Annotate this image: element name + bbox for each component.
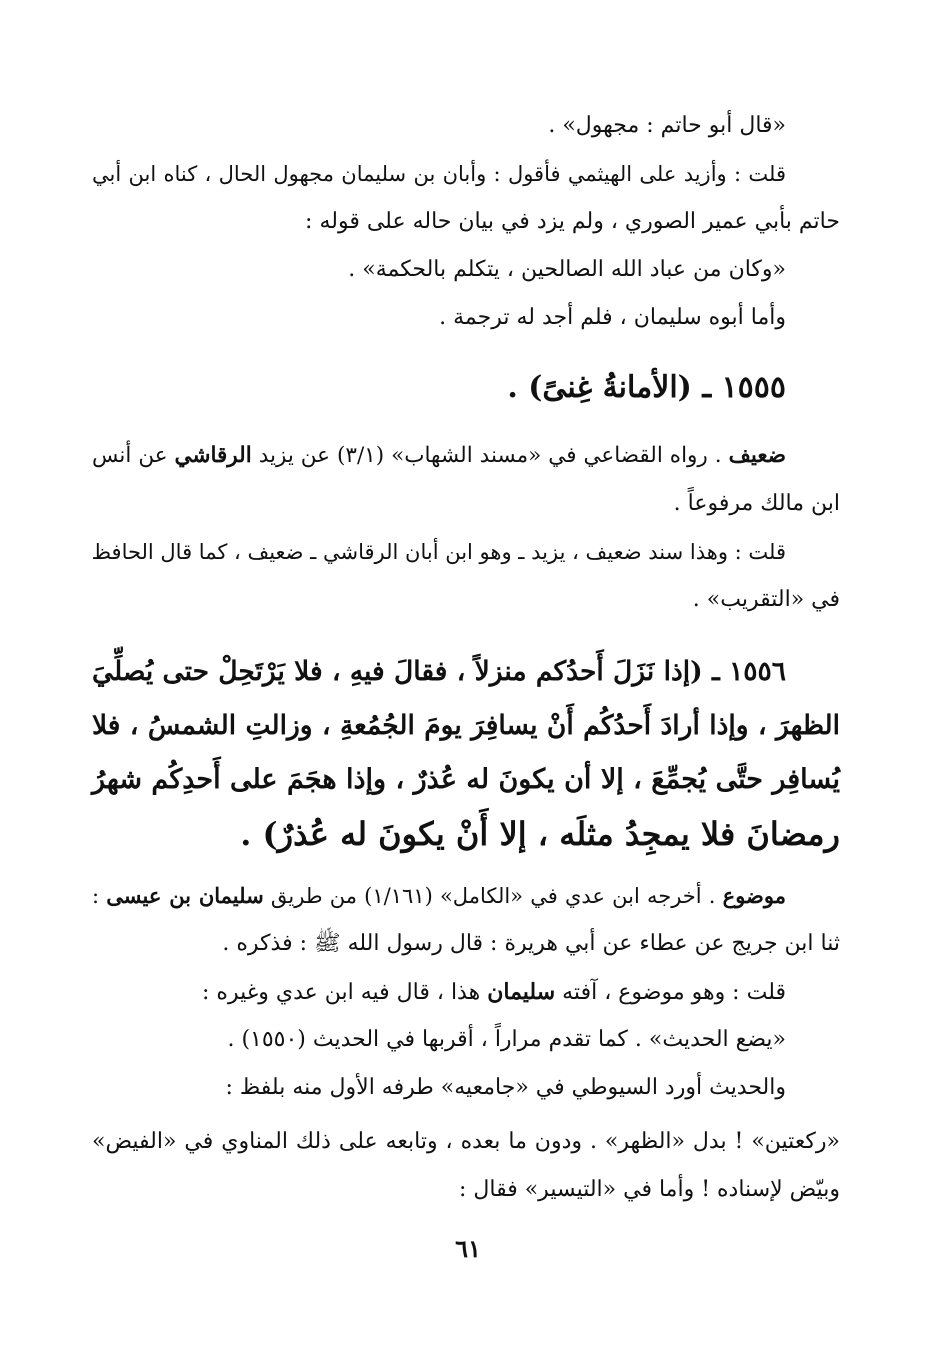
paragraph-line: والحديث أورد السيوطي في «جامعيه» طرفه الأول منه بلفظ : [225,1075,786,1100]
grading-text: . أخرجه ابن عدي في «الكامل» (١/١٦١) من طريق [263,884,723,908]
hadith-1556-line: ١٥٥٦ ـ (إذا نَزَلَ أَحدُكم منزلاً ، فقالَ فيهِ ، فلا يَرْتَحِلْ حتى يُصلِّيَ [92,656,786,687]
hadith-1556-line: يُسافِر حتَّى يُجمِّعَ ، إلا أن يكونَ له عُذرٌ ، وإذا هجَمَ على أَحدِكُم شهرُ [92,764,840,795]
paragraph-line: حاتم بأبي عمير الصوري ، ولم يزد في بيان حاله على قوله : [305,209,840,234]
hadith-1556-line: الظهرَ ، وإذا أرادَ أَحدُكُم أَنْ يسافِرَ يومَ الجُمُعةِ ، وزالتِ الشمسُ ، فلا [92,710,840,741]
paragraph-line [92,978,786,1007]
page-number: ٦١ [455,1234,481,1263]
paragraph-line: «ركعتين» ! بدل «الظهر» . ودون ما بعده ، وتابعه على ذلك المناوي في «الفيض» [92,1129,840,1154]
paragraph-line: قلت : وأزيد على الهيثمي فأقول : وأبان بن سليمان مجهول الحال ، كناه ابن أبي [92,162,786,186]
grading-text: . رواه القضاعي في «مسند الشهاب» (٣/١) عن يزيد [251,443,729,468]
paragraph-line: ثنا ابن جريج عن عطاء عن أبي هريرة : قال رسول الله ﷺ : فذكره . [222,931,840,956]
paragraph-line: في «التقريب» . [692,587,840,612]
grading-line [92,882,786,910]
grading-label: موضوع [722,883,786,908]
paragraph-line: ابن مالك مرفوعاً . [673,491,840,516]
paragraph-line: وبيّض لإسناده ! وأما في «التيسير» فقال : [458,1177,840,1202]
quote-line: «يضع الحديث» . كما تقدم مراراً ، أقربها في الحديث (١٥٥٠) . [227,1027,786,1052]
grading-label: ضعيف [728,443,787,468]
text-segment: هذا ، قال فيه ابن عدي وغيره : [202,980,488,1005]
grading-text-end: : [92,884,107,908]
grading-line [92,442,786,470]
hadith-heading-1555: ١٥٥٥ ـ (الأمانةُ غِنىً) . [507,370,786,405]
narrator-name: سليمان [487,979,556,1005]
paragraph-line: قلت : وهذا سند ضعيف ، يزيد ـ وهو ابن أبان الرقاشي ـ ضعيف ، كما قال الحافظ [91,540,786,564]
quote-abu-hatim: «قال أبو حاتم : مجهول» . [548,113,786,138]
quote-line: «وكان من عباد الله الصالحين ، يتكلم بالحكمة» . [348,257,786,282]
text-segment: قلت : وهو موضوع ، آفته [555,980,786,1005]
grading-text-end: عن أنس [92,443,175,468]
narrator-name: سليمان بن عيسى [106,883,264,908]
narrator-name: الرقاشي [174,443,252,468]
hadith-1556-line: رمضانَ فلا يمجِدُ مثلَه ، إلا أَنْ يكونَ له عُذرٌ) . [240,815,840,853]
paragraph-line: وأما أبوه سليمان ، فلم أجد له ترجمة . [439,305,786,330]
